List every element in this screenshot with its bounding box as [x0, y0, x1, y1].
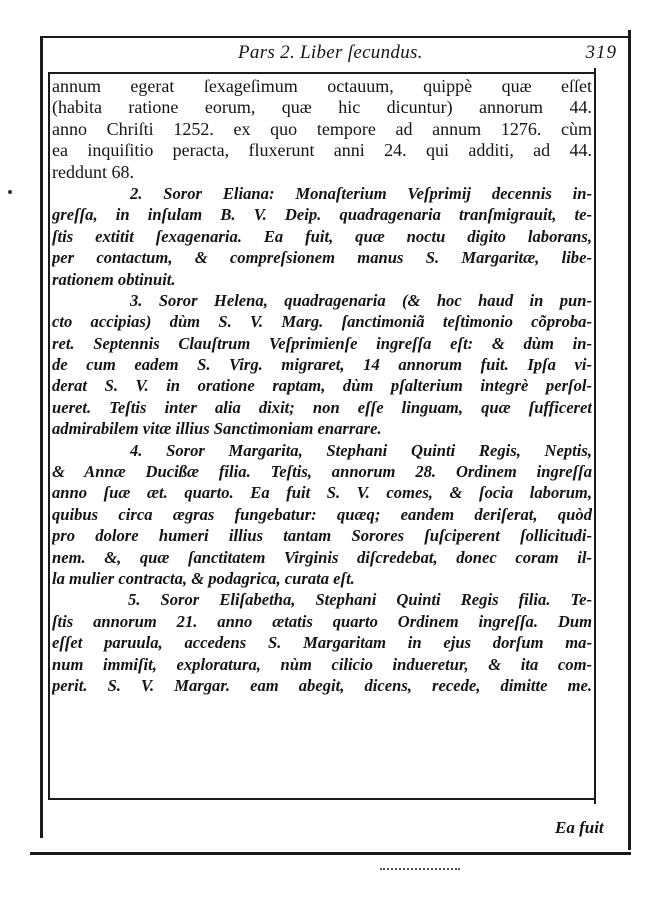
ink-speck	[8, 190, 12, 194]
printer-ornament	[380, 862, 460, 870]
page-body	[52, 76, 592, 696]
text-line: ret. Septennis Clauſtrum Veſprimienſe ingreſſa eſt: & dùm in-	[52, 333, 592, 353]
text-line: 2. Soror Eliana: Monaſterium Veſprimij decennis in-	[130, 183, 592, 203]
text-line: la mulier contracta, & podagrica, curata eſt.	[52, 568, 355, 588]
text-line: & Annæ Ducißæ filia. Teſtis, annorum 28. Ordinem ingreſſa	[52, 462, 592, 482]
text-line: eſſet paruula, accedens S. Margaritam in ejus dorſum ma-	[52, 633, 592, 653]
text-line: num immiſit, exploratura, nùm cilicio indueretur, & ita com-	[52, 654, 592, 674]
text-line: (habita ratione eorum, quæ hic dicuntur) annorum 44.	[52, 97, 592, 118]
frame-left-rule	[40, 38, 43, 838]
text-line: annum egerat ſexageſimum octauum, quippè quæ eſſet	[52, 76, 592, 96]
text-line: reddunt 68.	[52, 161, 134, 182]
page-number: 319	[585, 42, 617, 63]
text-line: 3. Soror Helena, quadragenaria (& hoc haud in pun-	[130, 290, 592, 310]
text-line: ſtis extitit ſexagenaria. Ea fuit, quæ noctu digito laborans,	[52, 226, 592, 246]
frame-right-rule	[628, 30, 631, 850]
text-line: ea inquiſitio peracta, fluxerunt anni 24. qui additi, ad 44.	[52, 140, 592, 161]
frame-top-rule	[40, 36, 631, 38]
text-line: quibus circa ægras fungebatur: quæq; eandem deriſerat, quòd	[52, 504, 592, 524]
text-line: 5. Soror Eliſabetha, Stephani Quinti Regis filia. Te-	[128, 590, 592, 610]
text-line: perit. S. V. Margar. eam abegit, dicens, recede, dimitte me.	[52, 675, 592, 695]
text-box-right-rule	[594, 68, 596, 804]
text-line: cto accipias) dùm S. V. Marg. ſanctimoniã teſtimonio cõproba-	[52, 312, 592, 332]
text-line: ueret. Teſtis inter alia dixit; non eſſe linguam, quæ ſufficeret	[52, 397, 592, 417]
text-line: greſſa, in inſulam B. V. Deip. quadragenaria tranſmigrauit, te-	[52, 205, 592, 225]
text-line: per contactum, & compreſsionem manus S. Margaritæ, libe-	[52, 248, 592, 268]
text-line: pro dolore humeri illius tantam Sorores ſuſciperent ſollicitudi-	[52, 526, 592, 546]
text-line: de cum eadem S. Virg. migraret, 14 annorum fuit. Ipſa vi-	[52, 355, 592, 375]
text-line: rationem obtinuit.	[52, 269, 176, 289]
catchword: Ea fuit	[555, 818, 604, 837]
text-line: 4. Soror Margarita, Stephani Quinti Regis, Neptis,	[130, 440, 592, 460]
page-header	[48, 42, 623, 68]
text-line: ſtis annorum 21. anno ætatis quarto Ordinem ingreſſa. Dum	[52, 611, 592, 631]
frame-bottom-rule	[30, 852, 631, 855]
running-title: Pars 2. Liber ſecundus.	[238, 42, 423, 63]
text-line: derat S. V. in oratione raptam, dùm pſalterium integrè perſol-	[52, 376, 592, 396]
text-line: anno Chriſti 1252. ex quo tempore ad annum 1276. cùm	[52, 118, 592, 139]
text-line: nem. &, quæ ſanctitatem Virginis diſcredebat, donec coram il-	[52, 547, 592, 567]
text-line: admirabilem vitæ illius Sanctimoniam enarrare.	[52, 419, 382, 439]
text-line: anno ſuæ æt. quarto. Ea fuit S. V. comes, & ſocia laborum,	[52, 483, 592, 503]
